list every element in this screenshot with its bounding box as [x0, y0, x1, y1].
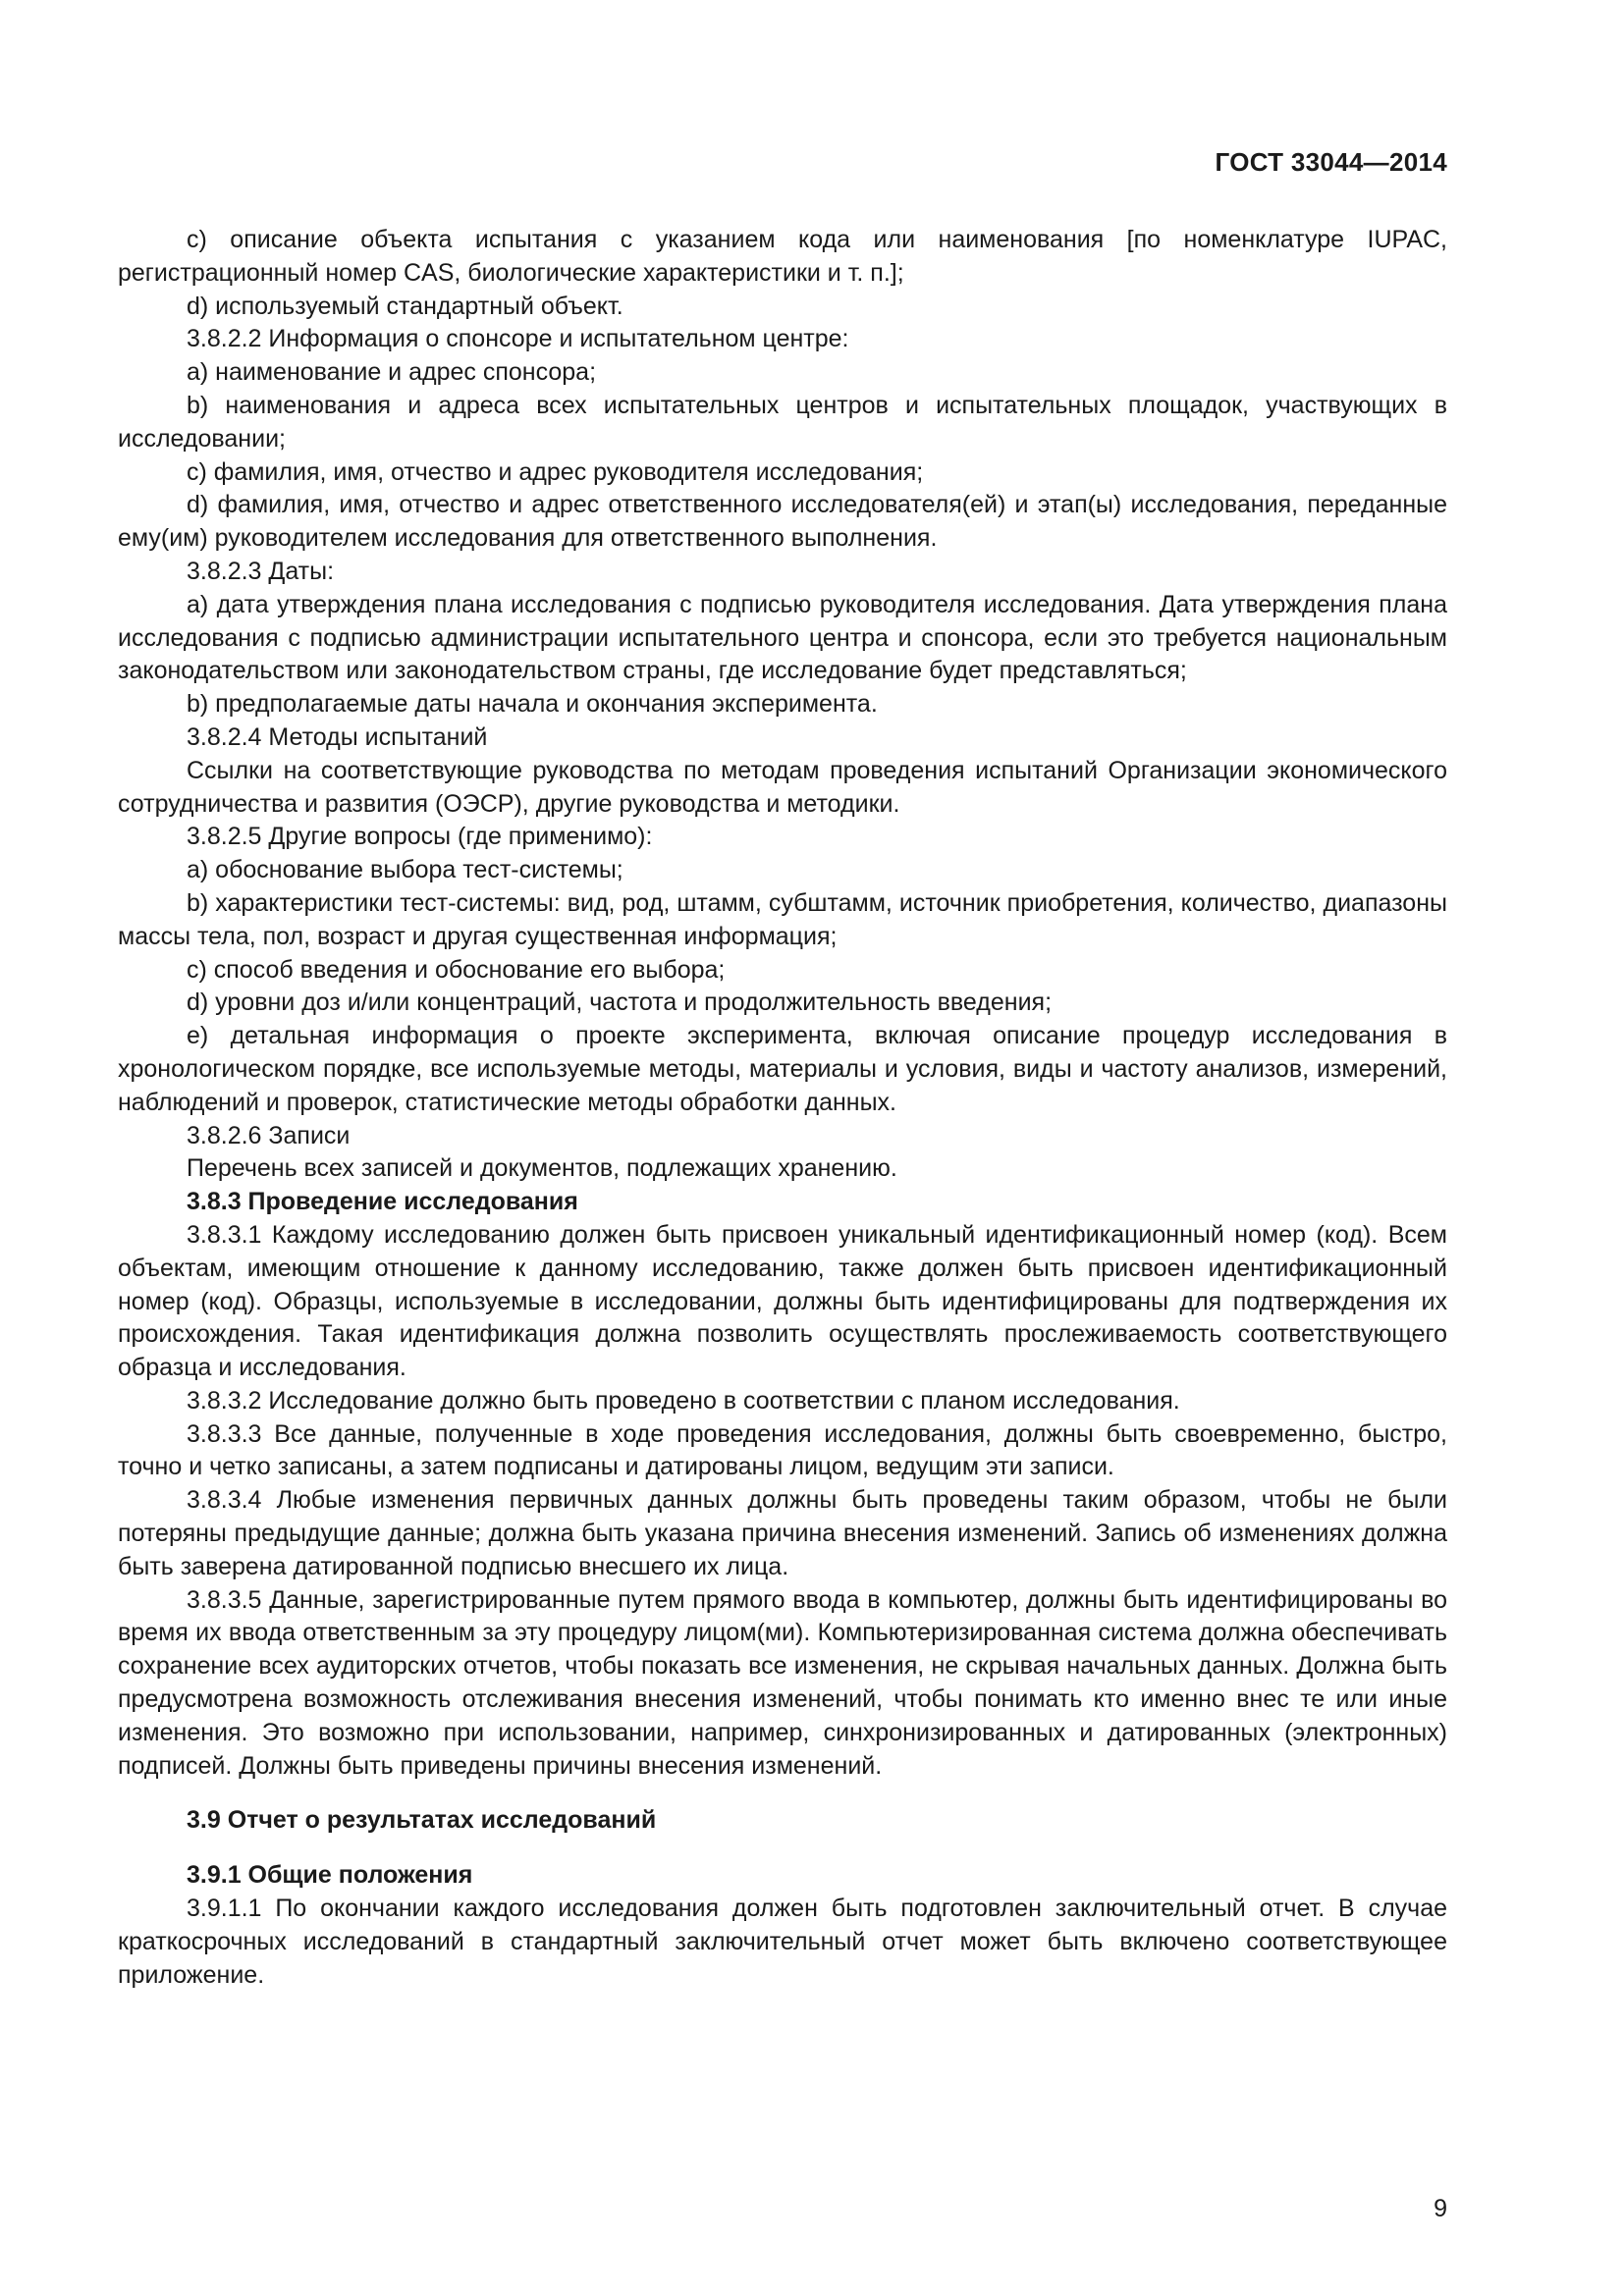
- paragraph-records-list: Перечень всех записей и документов, подлежащих хранению.: [187, 1154, 897, 1183]
- paragraph-item-d-dose-levels: d) уровни доз и/или концентраций, частота и продолжительность введения;: [187, 988, 1053, 1017]
- paragraph-item-c-object-description: c) описание объекта испытания с указанием кода или наименования [по номенклатуре IUPAC, регистрационный номер CAS, биологические характеристики и т. п.];: [118, 226, 1447, 287]
- paragraph-item-a-test-system-choice: a) обоснование выбора тест-системы;: [187, 856, 623, 884]
- paragraph-3-8-3-5: 3.8.3.5 Данные, зарегистрированные путем прямого ввода в компьютер, должны быть идентифицированы во время их ввода ответственным за эту процедуру лицом(ми). Компьютеризированная система должна обеспечивать сохранение всех аудиторских отчетов, чтобы показать все изменения, не скрывая начальных данных. Должна быть предусмотрена возможность отслеживания внесения изменений, чтобы понимать кто именно внес те или иные изменения. Это возможно при использовании, например, синхронизированных и датированных (электронных) подписей. Должны быть приведены причины внесения изменений.: [118, 1585, 1447, 1780]
- section-heading-3-9-1: 3.9.1 Общие положения: [187, 1861, 473, 1890]
- paragraph-item-e-experiment-design: e) детальная информация о проекте эксперимента, включая описание процедур исследования в хронологическом порядке, все используемые методы, материалы и условия, виды и частоту анализов, измерений, наблюдений и проверок, статистические методы обработки данных.: [118, 1022, 1447, 1116]
- paragraph-item-c-administration-route: c) способ введения и обоснование его выбора;: [187, 955, 726, 984]
- paragraph-item-d-standard-object: d) используемый стандартный объект.: [187, 292, 623, 320]
- page-number: 9: [1434, 2195, 1447, 2222]
- paragraph-3-8-3-1: 3.8.3.1 Каждому исследованию должен быть присвоен уникальный идентификационный номер (код). Всем объектам, имеющим отношение к данному исследованию, также должен быть присвоен идентификационный номер (код). Образцы, используемые в исследовании, должны быть идентифицированы для подтверждения их происхождения. Такая идентификация должна позволить осуществлять прослеживаемость соответствующего образца и исследования.: [118, 1220, 1447, 1382]
- paragraph-3-8-2-4: 3.8.2.4 Методы испытаний: [187, 722, 488, 751]
- paragraph-3-8-3-3: 3.8.3.3 Все данные, полученные в ходе проведения исследования, должны быть своевременно, быстро, точно и четко записаны, а затем подписаны и датированы лицом, ведущим эти записи.: [118, 1419, 1447, 1481]
- section-heading-3-9: 3.9 Отчет о результатах исследований: [187, 1806, 657, 1835]
- paragraph-item-b-test-centers: b) наименования и адреса всех испытательных центров и испытательных площадок, участвующих в исследовании;: [118, 391, 1447, 453]
- paragraph-3-8-3-4: 3.8.3.4 Любые изменения первичных данных должны быть проведены таким образом, чтобы не были потеряны предыдущие данные; должна быть указана причина внесения изменений. Запись об изменениях должна быть заверена датированной подписью внесшего их лица.: [118, 1486, 1447, 1580]
- paragraph-item-c-study-director: c) фамилия, имя, отчество и адрес руководителя исследования;: [187, 457, 924, 486]
- paragraph-item-d-principal-investigator: d) фамилия, имя, отчество и адрес ответственного исследователя(ей) и этап(ы) исследования, переданные ему(им) руководителем исследования для ответственного выполнения.: [118, 491, 1447, 553]
- paragraph-item-a-sponsor: a) наименование и адрес спонсора;: [187, 358, 597, 387]
- standard-code-header: ГОСТ 33044—2014: [1215, 147, 1447, 177]
- page-body: [118, 224, 1447, 1992]
- paragraph-3-8-2-6: 3.8.2.6 Записи: [187, 1121, 351, 1149]
- paragraph-oecd-references: Ссылки на соответствующие руководства по методам проведения испытаний Организации экономического сотрудничества и развития (ОЭСР), другие руководства и методики.: [118, 756, 1447, 818]
- paragraph-3-8-2-5: 3.8.2.5 Другие вопросы (где применимо):: [187, 823, 653, 851]
- section-heading-3-8-3: 3.8.3 Проведение исследования: [187, 1188, 578, 1216]
- paragraph-3-8-2-3: 3.8.2.3 Даты:: [187, 557, 335, 585]
- paragraph-3-8-3-2: 3.8.3.2 Исследование должно быть проведено в соответствии с планом исследования.: [187, 1386, 1180, 1415]
- paragraph-3-9-1-1: 3.9.1.1 По окончании каждого исследования должен быть подготовлен заключительный отчет. В случае краткосрочных исследований в стандартный заключительный отчет может быть включено соответствующее приложение.: [118, 1895, 1447, 1989]
- paragraph-item-b-test-system-characteristics: b) характеристики тест-системы: вид, род, штамм, субштамм, источник приобретения, количество, диапазоны массы тела, пол, возраст и другая существенная информация;: [118, 888, 1447, 950]
- paragraph-item-a-approval-date: a) дата утверждения плана исследования с подписью руководителя исследования. Дата утверждения плана исследования с подписью администрации испытательного центра и спонсора, если это требуется национальным законодательством или законодательством страны, где исследование будет представляться;: [118, 590, 1447, 685]
- paragraph-3-8-2-2: 3.8.2.2 Информация о спонсоре и испытательном центре:: [187, 325, 849, 353]
- paragraph-item-b-experiment-dates: b) предполагаемые даты начала и окончания эксперимента.: [187, 690, 878, 719]
